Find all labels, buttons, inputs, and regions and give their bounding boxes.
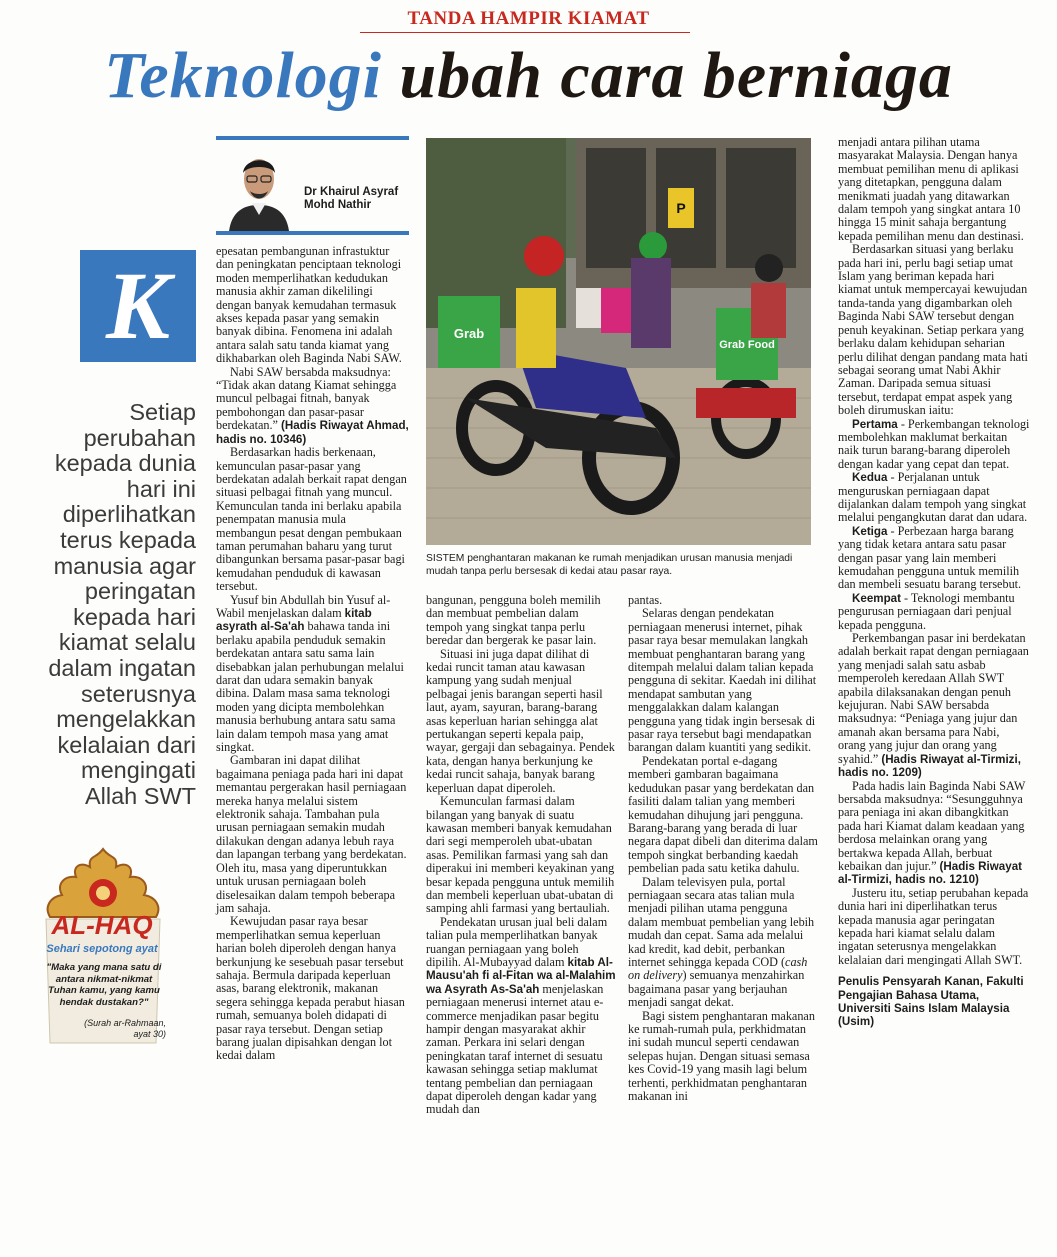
paragraph (426, 916, 616, 1117)
paragraph: Berdasarkan situasi yang berlaku pada hari ini, perlu bagi setiap umat Islam yang beriman kepada hari kiamat untuk mempercayai kewujudan tanda-tanda yang digambarkan oleh Baginda Nabi SAW tersebut dengan penuh keyakinan. Setiap perkara yang berlaku dalam kehidupan seharian perlu dilihat dengan pandang mata hati sebagai seorang umat Nabi Akhir Zaman. Daripada semua situasi tersebut, terdapat empat aspek yang boleh dirumuskan iaitu: (838, 242, 1028, 418)
author-bottom-rule (216, 231, 409, 235)
photo-caption: SISTEM penghantaran makanan ke rumah menjadikan urusan manusia menjadi mudah tanpa perlu bersesak di kedai atau pasar raya. (426, 553, 793, 577)
hadith-reference: (Hadis Riwayat Ahmad, hadis no. 10346) (216, 419, 409, 446)
paragraph: bangunan, pengguna boleh memilih dan membuat pembelian dalam tempoh yang singkat tanpa perlu beredar dan bergerak ke pasar lain. (426, 593, 601, 648)
paragraph (838, 418, 1030, 472)
paragraph: Pendekatan portal e-dagang memberi gambaran bagaimana kedudukan pasar yang berdekatan dan fasiliti dalam talian yang memberi kemudahan dihujung jari pengguna. Barang-barang yang berada di luar negara dapat dibeli dan diterima dalam tempoh singkat berbanding kaedah pembelian pada satu ketika dahulu. (628, 753, 818, 876)
italic-term: cash on delivery (628, 954, 808, 983)
article-column-4 (838, 136, 1030, 1029)
alhaq-quote: "Maka yang mana satu di antara nikmat-nikmat Tuhan kamu, yang kamu hendak dustakan?" (46, 962, 162, 1008)
article-photo (426, 138, 811, 545)
hadith-reference: (Hadis Riwayat al-Tirmizi, hadis no. 1209) (838, 752, 1021, 780)
paragraph-text: - Teknologi membantu pengurusan perniagaan dari penjual kepada pengguna. (838, 590, 1015, 632)
point-label: Pertama (852, 417, 898, 431)
paragraph: Justeru itu, setiap perubahan kepada dunia hari ini diperlihatkan terus kepada manusia agar peringatan kepada hari kiamat selalu dalam ingatan seterusnya mengelakkan kelalaian dari mengingati Allah SWT. (838, 885, 1029, 967)
paragraph (216, 366, 409, 446)
grab-box-right-label: Grab Food (719, 339, 775, 351)
alhaq-title: AL-HAQ (51, 910, 153, 940)
section-rubric: TANDA HAMPIR KIAMAT (407, 8, 650, 29)
paragraph: pantas. (628, 593, 663, 607)
paragraph: Kemunculan farmasi dalam bilangan yang banyak di suatu kawasan memberi banyak kemudahan dari segi memperoleh ubat-ubatan asas. Pemilikan farmasi yang sah dan diperakui ini memberi keyakinan yang besar kepada pengguna untuk memilih dan membeli keperluan ubat-ubatan di samping ahli farmasi yang bertauliah. (426, 794, 615, 916)
delivery-riders-illustration (426, 138, 811, 545)
paragraph (628, 876, 818, 1010)
paragraph: Gambaran ini dapat dilihat bagaimana peniaga pada hari ini dapat memantau pergerakan hasil perniagaan mereka hanya melalui sistem elektronik sahaja. Tambahan pula urusan perniagaan semakin mudah dilakukan dengan adanya lebuh raya dan lapangan terbang yang berdekatan. Oleh itu, masa yang diperuntukkan untuk urusan perniagaan boleh diselesaikan dalam tempoh beberapa jam sahaja. (216, 753, 407, 915)
paragraph-text: Dalam televisyen pula, portal perniagaan secara atas talian mula menjadi pilihan utama pengguna dalam membuat pembelian yang lebih mudah dan cepat. Sama ada melalui kad kredit, kad debit, perbankan internet sehingga kepada COD ( (628, 874, 815, 969)
point-label: Ketiga (852, 524, 888, 538)
paragraph: epesatan pembangunan infrastuktur dan peningkatan penciptaan teknologi moden memperlihatkan kedudukan manusia akhir zaman dikelilingi dengan banyak kemudahan termasuk akses kepada pasar yang semakin banyak dibina. Fenomena ini adalah antara salah satu tanda kiamat yang dikhabarkan oleh Baginda Nabi SAW. (216, 244, 402, 366)
paragraph-text: - Perjalanan untuk menguruskan perniagaan dapat dijalankan dalam tempoh yang singkat melalui pengangkutan darat dan udara. (838, 470, 1028, 525)
paragraph: Kewujudan pasar raya besar memperlihatkan semua keperluan harian boleh diperoleh dengan hanya berkunjung ke sesebuah pasar tersebut sahaja. Bermula daripada keperluan asas, barang elektronik, makanan segera sehingga kepada perabut hiasan rumah, semuanya boleh didapati di pasar raya tersebut. Dengan setiap barang jualan dipisahkan dengan lot kedai dalam (216, 914, 405, 1063)
parking-sign-label: P (676, 200, 686, 216)
paragraph (216, 594, 409, 755)
grab-box-left-label: Grab (453, 326, 485, 341)
paragraph-text: Pendekatan urusan jual beli dalam talian pula memperlihatkan banyak ruangan perniagaan yang boleh dipilih. Al-Mubayyad dalam (426, 914, 608, 969)
point-label: Keempat (852, 591, 901, 605)
point-label: Kedua (852, 471, 888, 485)
article-column-3 (628, 594, 818, 1103)
author-name (304, 186, 398, 212)
paragraph-text: Yusuf bin Abdullah bin Yusuf al-Wabil menjelaskan dalam (216, 592, 391, 620)
paragraph (838, 471, 1030, 525)
paragraph (838, 780, 1030, 887)
paragraph: Selaras dengan pendekatan perniagaan menerusi internet, pihak pasar raya besar memulakan langkah membuat penghantaran barang yang ditempah melalui dalam talian kepada pengguna di sekitar. Kaedah ini dilihat mendapat sambutan yang menggalakkan dalam kalangan pengguna yang tidak ingin bersesak di pasar raya tersebut bagi mendapatkan barangan dalam kuantiti yang sedikit. (628, 606, 817, 755)
hadith-reference: (Hadis Riwayat al-Tirmizi, hadis no. 1210) (838, 859, 1023, 887)
alhaq-source (42, 1018, 166, 1040)
paragraph-text: - Perbezaan harga barang yang tidak ketara antara satu pasar dengan pasar yang lain memberi kemudahan pengguna untuk memilih dan membeli sesuatu barang tersebut. (838, 523, 1022, 592)
paragraph-text: ) semuanya menzahirkan bagaimana pasar yang berjauhan menjadi sangat dekat. (628, 968, 805, 1010)
paragraph-text: bahawa tanda ini berlaku apabila penduduk semakin berdekatan antara satu sama lain disebabkan jalan perhubungan melalui darat dan udara semakin banyak dibina. Dalam masa sama teknologi moden yang dicipta membolehkan manusia berhubung antara satu sama lain dalam tempoh masa yang amat singkat. (216, 619, 404, 755)
headline (0, 38, 1057, 114)
hadith-quote: Perkembangan pasar ini berdekatan adalah berkait rapat dengan perniagaan yang menjadi salah satu asbab memperoleh keredaan Allah SWT apabila dilaksanakan dengan penuh kejujuran. Nabi SAW bersabda maksudnya: “Peniaga yang jujur dan amanah akan bersama para Nabi, orang yang jujur dan orang yang syahid.” (838, 631, 1029, 766)
hadith-quote: Nabi SAW bersabda maksudnya: “Tidak akan datang Kiamat sehingga muncul pelbagai fitnah, banyak pembohongan dan pasar-pasar berdekatan.” (216, 364, 397, 433)
paragraph: menjadi antara pilihan utama masyarakat Malaysia. Dengan hanya membuat pemilihan menu di aplikasi yang ditetapkan, pengguna dalam menikmati juadah yang ditawarkan dalam tempoh yang singkat antara 10 hingga 15 minit sahaja bergantung kepada pemilihan menu dan destinasi. (838, 135, 1024, 243)
author-name-line-1: Dr Khairul Asyraf (304, 186, 399, 198)
pull-quote: Setiap perubahan kepada dunia hari ini diperlihatkan terus kepada manusia agar peringatan kepada hari kiamat selalu dalam ingatan seterusnya mengelakkan kelalaian dari mengingati Allah SWT (48, 399, 196, 809)
drop-cap: K (80, 250, 196, 362)
paragraph-text: - Perkembangan teknologi membolehkan maklumat berkaitan naik turun barang-barang diperoleh dengan kadar yang cepat dan tepat. (838, 416, 1030, 471)
hadith-quote: Pada hadis lain Baginda Nabi SAW bersabda maksudnya: “Sesungguhnya para peniaga ini akan dibangkitkan pada hari Kiamat dalam keadaan yang berdosa melainkan orang yang bertakwa kepada Allah, berbuat kebaikan dan jujur.” (838, 778, 1026, 873)
paragraph (838, 632, 1030, 779)
author-top-rule (216, 136, 409, 140)
author-photo (224, 145, 294, 231)
paragraph (838, 592, 1030, 632)
book-title: kitab asyrath al-Sa'ah (216, 606, 372, 634)
headline-part-1: Teknologi (104, 39, 382, 112)
alhaq-source-line-1: (Surah ar-Rahmaan, (84, 1018, 166, 1028)
paragraph (838, 525, 1030, 592)
article-column-2 (426, 594, 616, 1117)
book-title: kitab Al-Mausu'ah fi al-Fitan wa al-Malahim wa Asyrath As-Sa'ah (426, 955, 616, 996)
author-name-line-2: Mohd Nathir (304, 199, 372, 211)
paragraph-text: menjelaskan perniagaan menerusi internet atau e-commerce menjadikan pasar begitu hampir dengan masyarakat akhir zaman. Perkara ini selari dengan peningkatan taraf internet di sesuatu kawasan sehingga setiap maklumat tentang pembelian dan perniagaan dapat diperoleh dengan kadar yang mudah dan (426, 981, 604, 1117)
alhaq-source-line-2: ayat 30) (133, 1029, 166, 1039)
paragraph: Berdasarkan hadis berkenaan, kemunculan pasar-pasar yang berdekatan adalah berkait rapat dengan situasi pelbagai fitnah yang muncul. Kemunculan tanda ini berlaku apabila penempatan manusia mula membangun pesat dengan pembukaan taman perumahan baharu yang turut dibangunkan bersama pasar-pasar bagi kemudahan penduduk di kawasan tersebut. (216, 445, 407, 594)
author-bio-text: Penulis Pensyarah Kanan, Fakulti Pengajian Bahasa Utama, Universiti Sains Islam Malaysia (Usim) (838, 975, 1024, 1029)
paragraph: Situasi ini juga dapat dilihat di kedai runcit taman atau kawasan kampung yang sudah menjual pelbagai jenis barangan seperti hasil laut, ayam, sayuran, barang-barang asas keperluan harian sehingga alat pertukangan seperti kepala paip, wayar, gergaji dan sebagainya. Pendek kata, dengan hanya berkunjung ke kedai runcit sahaja, banyak barang keperluan dapat diperoleh. (426, 646, 615, 795)
rubric-divider (360, 32, 690, 33)
headline-part-2: ubah cara berniaga (399, 39, 953, 112)
author-bio (838, 975, 1030, 1029)
paragraph: Bagi sistem penghantaran makanan ke rumah-rumah pula, perkhidmatan ini sudah muncul seperti cendawan selepas hujan. Dengan situasi semasa kes Covid-19 yang masih lagi belum terhenti, perkhidmatan penghantaran makanan ini (628, 1008, 815, 1104)
alhaq-subtitle: Sehari sepotong ayat (46, 943, 158, 955)
article-column-1 (216, 245, 409, 1063)
